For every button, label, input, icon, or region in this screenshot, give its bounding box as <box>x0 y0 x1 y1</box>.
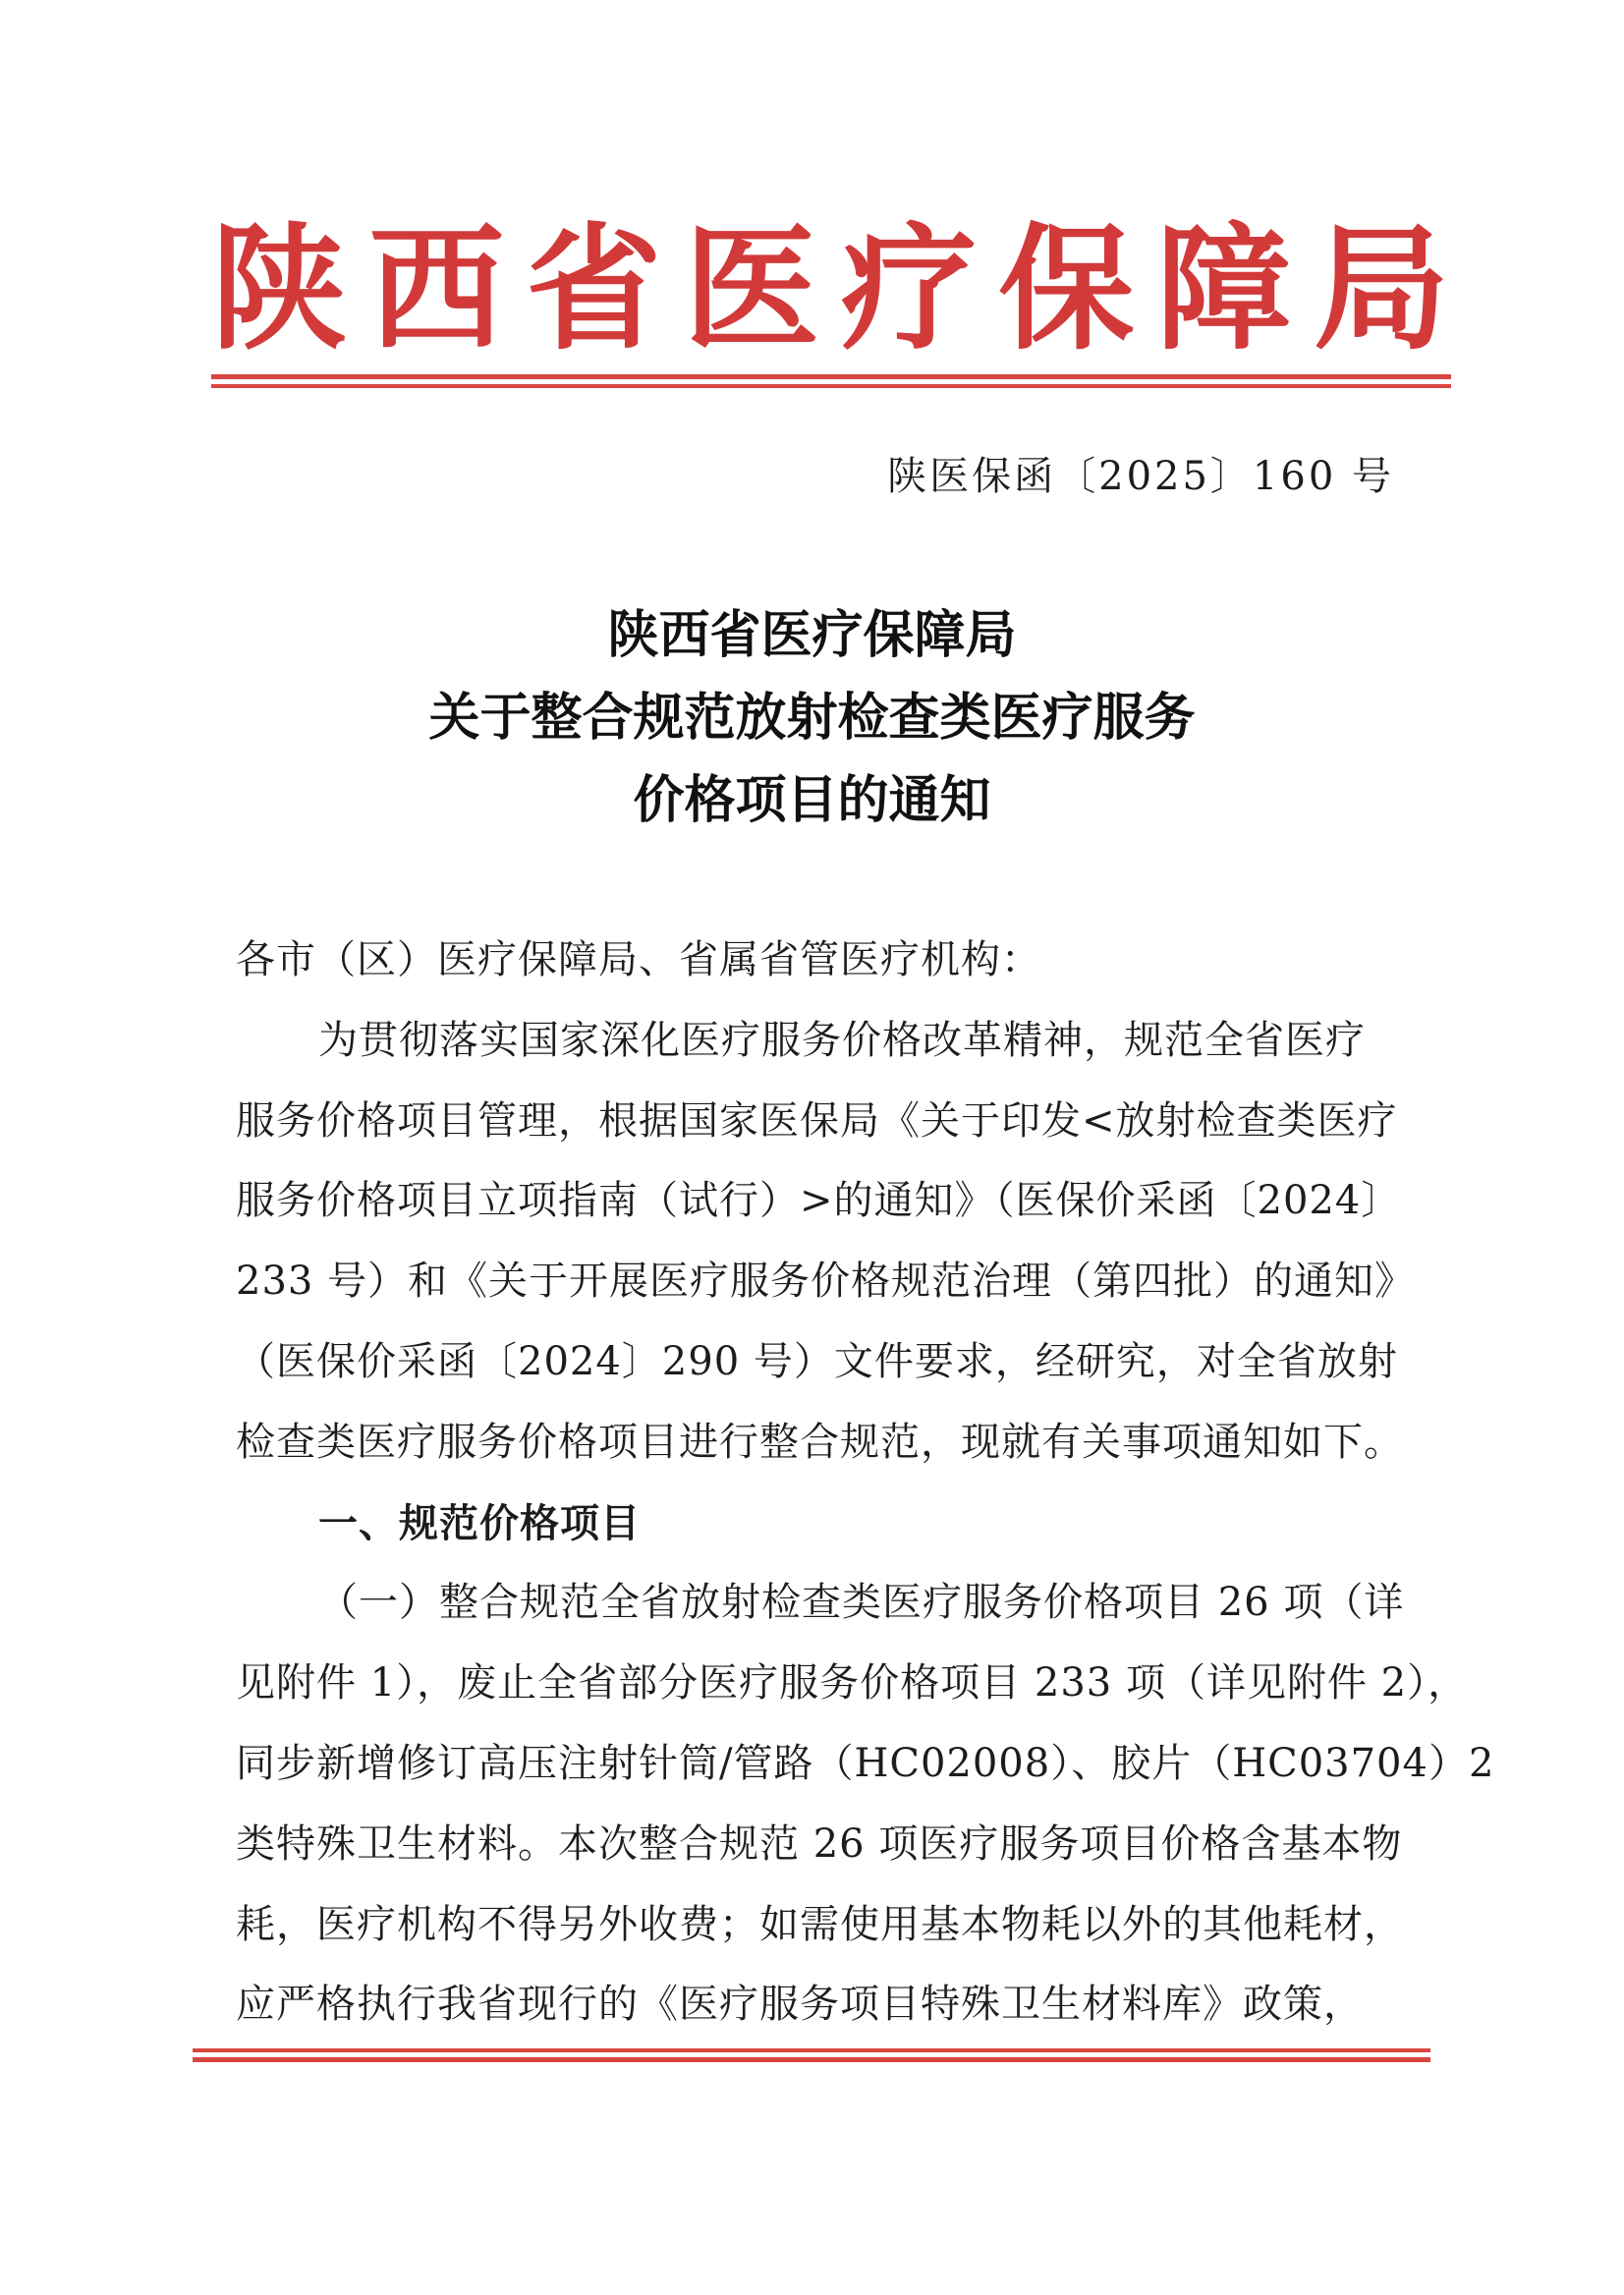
body-line: 服务价格项目管理，根据国家医保局《关于印发<放射检查类医疗 <box>236 1097 1398 1144</box>
body-line: 233 号）和《关于开展医疗服务价格规范治理（第四批）的通知》 <box>236 1259 1416 1305</box>
body-line: 类特殊卫生材料。本次整合规范 26 项医疗服务项目价格含基本物 <box>236 1820 1403 1867</box>
header-char: 医 <box>683 208 819 368</box>
header-char: 西 <box>368 208 505 368</box>
header-divider-thick <box>211 374 1451 379</box>
body-line: 服务价格项目立项指南（试行）>的通知》（医保价采函〔2024〕 <box>236 1178 1402 1224</box>
header-char: 疗 <box>841 208 978 368</box>
header-char: 陕 <box>211 208 348 368</box>
body-line: 耗，医疗机构不得另外收费；如需使用基本物耗以外的其他耗材， <box>236 1901 1404 1947</box>
title-line: 价格项目的通知 <box>633 770 991 830</box>
body-line: 为贯彻落实国家深化医疗服务价格改革精神，规范全省医疗 <box>318 1017 1366 1063</box>
title-line: 关于整合规范放射检查类医疗服务 <box>428 688 1196 748</box>
document-body <box>236 921 1495 2045</box>
header-char: 障 <box>1155 208 1292 368</box>
salutation-line: 各市（区）医疗保障局、省属省管医疗机构： <box>236 937 1041 982</box>
body-line: 应严格执行我省现行的《医疗服务项目特殊卫生材料库》政策， <box>236 1982 1364 2028</box>
section-heading: 一、规范价格项目 <box>318 1499 641 1546</box>
issuer-header-title <box>211 208 1449 368</box>
title-line: 陕西省医疗保障局 <box>607 605 1017 665</box>
header-divider-thin <box>211 384 1451 388</box>
body-line: （医保价采函〔2024〕290 号）文件要求，经研究，对全省放射 <box>236 1338 1398 1384</box>
header-char: 保 <box>998 208 1135 368</box>
body-line: 见附件 1），废止全省部分医疗服务价格项目 233 项（详见附件 2）， <box>236 1660 1469 1707</box>
body-line: 检查类医疗服务价格项目进行整合规范，现就有关事项通知如下。 <box>236 1419 1404 1465</box>
document-number: 陕医保函〔2025〕160 号 <box>887 454 1394 499</box>
body-line: 同步新增修订高压注射针筒/管路（HC02008）、胶片（HC03704）2 <box>236 1740 1495 1786</box>
header-char: 省 <box>526 208 662 368</box>
body-line: （一）整合规范全省放射检查类医疗服务价格项目 26 项（详 <box>318 1580 1405 1626</box>
header-char: 局 <box>1313 208 1449 368</box>
document-title <box>0 594 1624 842</box>
footer-divider-thin <box>193 2048 1430 2052</box>
footer-divider-thick <box>193 2057 1430 2062</box>
